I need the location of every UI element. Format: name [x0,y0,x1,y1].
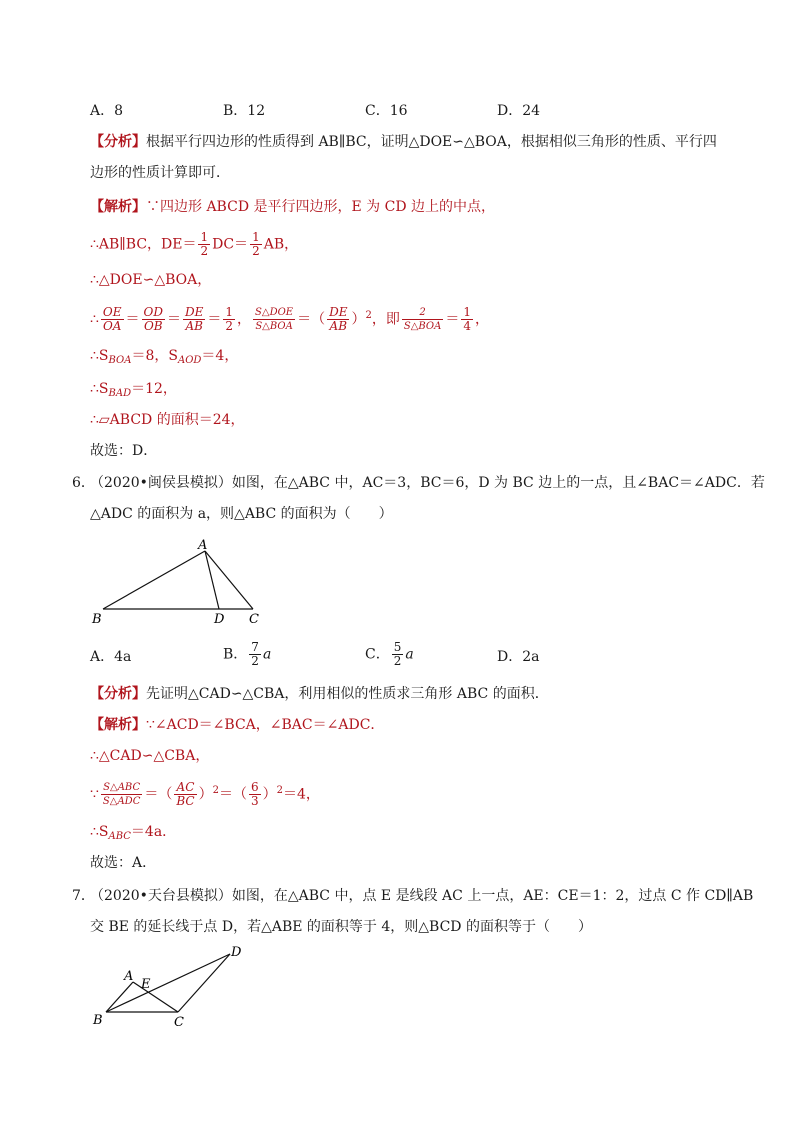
numerator: 1 [252,230,260,244]
denominator: OA [102,319,122,334]
text-segment: ＝4a． [130,824,177,840]
variable: a [405,646,414,663]
paren-open: （ [311,311,326,328]
denominator: 4 [463,319,471,334]
square-exponent: 2 [365,310,372,321]
q6-number: 6． [72,475,95,491]
numerator: S△ABC [101,781,142,795]
q5-option-b: B．12 [223,103,266,119]
denominator: S△BOA [255,321,293,333]
text-segment: ＝（ [218,786,247,803]
q6-solution-line-2: ∴△CAD∽△CBA， [90,748,210,764]
solution-text: ∵∠ACD＝∠BCA，∠BAC＝∠ADC． [146,717,385,733]
fraction-area-ratio [101,781,142,808]
solution-text: ∵四边形 ABCD 是平行四边形，E 为 CD 边上的中点， [146,199,496,215]
text-segment: ＝12， [131,381,177,397]
equals: ＝ [125,311,140,328]
q5-analysis-line-2: 边形的性质计算即可． [90,165,230,181]
numerator: S△DOE [255,307,294,319]
numerator: 7 [251,640,259,654]
text-segment: ∴S [90,348,109,364]
segment-ac [133,982,178,1012]
denominator: OB [143,319,163,334]
numerator: DE [185,305,204,320]
segment-ba [106,982,133,1012]
denominator: BC [176,794,195,809]
fraction-one-half [223,306,235,333]
vertex-label-a: A [124,969,134,984]
fraction-half [198,231,210,258]
q5-option-d: D．24 [497,103,541,119]
fraction-six-thirds [249,781,261,808]
text-segment: ∴AB∥BC，DE＝ [90,236,197,253]
equals: ＝ [445,311,460,328]
paren-close: ） [351,311,366,328]
q6-solution-line-4 [90,822,176,847]
denominator: AB [329,319,348,334]
q6-triangle-figure [88,535,273,630]
text-segment: DC＝ [212,236,249,253]
analysis-tag: 【分析】 [90,134,146,150]
text-segment: ＝（ [144,786,173,803]
fraction-two-over-sboa [402,306,444,333]
solution-tag: 【解析】 [90,717,146,733]
text-segment: AB， [263,236,299,253]
denominator: 2 [225,319,234,334]
denominator: 2 [252,244,260,258]
q5-solution-line-6 [90,379,177,404]
q5-solution-line-1 [90,197,495,217]
text-segment: ＝4， [201,348,239,364]
text-segment: ，即 [371,311,400,328]
equals: ＝ [297,311,312,328]
q5-analysis-line-1 [90,132,717,152]
q6-stem-line-1: （2020•闽侯县模拟）如图，在△ABC 中，AC＝3，BC＝6，D 为 BC 边上的一点，且∠BAC＝∠ADC．若 [90,475,765,491]
equals: ＝ [207,311,222,328]
numerator: 6 [250,780,259,795]
denominator: 3 [250,794,259,809]
q5-answer: 故选：D． [90,443,158,459]
solution-tag: 【解析】 [90,199,146,215]
vertex-label-b: B [93,1013,103,1028]
text-segment: ） [262,786,277,803]
fraction-area-ratio [253,306,295,333]
analysis-text: 根据平行四边形的性质得到 AB∥BC，证明△DOE∽△BOA，根据相似三角形的性质、平行四 [146,134,717,150]
denominator: AB [185,319,203,334]
text-segment: ∴S [90,824,109,840]
option-letter: B． [223,646,248,663]
subscript: BAD [108,388,132,399]
segment-cd [178,954,230,1012]
q6-solution-line-3: ∵ $\frac{\text{S△ABC}}{\text{S△ADC}}$ ＝（ $\frac{AC}{BC}$ ）$^2$＝（ $\frac{6}{3}$ ）$^2$＝4， [90,780,320,809]
numerator: 5 [393,640,402,654]
q5-option-a: A．8 [90,103,124,119]
q5-solution-line-4: ∴ $\frac{OE}{OA}$ ＝ $\frac{OD}{OB}$ ＝ $\frac{DE}{AB}$ ＝ $\frac{1}{2}$ ， $\frac{\text{S△DOE}}{\text{S△BOA}}$ ＝（ $\frac{DE}{AB}$ ）$^2$，即 $\frac{2}{\text{S△BOA}}$ ＝ $\frac{1}{4}$ ， [90,305,489,334]
vertex-label-d: D [214,612,225,627]
subscript: ABC [108,831,131,842]
equals: ＝ [167,311,181,328]
q6-answer: 故选：A． [90,855,157,871]
q6-solution-line-1 [90,715,384,735]
q6-option-b [223,641,271,668]
vertex-label-c: C [174,1015,184,1030]
analysis-text: 先证明△CAD∽△CBA，利用相似的性质求三角形 ABC 的面积． [146,686,549,702]
fraction-five-halves [392,641,404,668]
square-exponent: 2 [276,785,283,796]
q5-solution-line-5 [90,346,238,371]
fraction-quarter [461,306,473,333]
text-segment: ＝8，S [131,348,178,364]
fraction-od-ob [142,306,165,333]
q7-stem-line-1: （2020•天台县模拟）如图，在△ABC 中，点 E 是线段 AC 上一点，AE：CE＝1：2，过点 C 作 CD∥AB [90,888,754,904]
point-label-e: E [141,977,151,992]
denominator: S△BOA [403,321,442,333]
numerator: OE [102,305,122,320]
numerator: 2 [402,306,444,320]
q7-number: 7． [72,888,95,904]
subscript: BOA [108,355,132,366]
variable: a [262,646,272,663]
therefore-symbol: ∴ [90,311,99,328]
numerator: 1 [200,230,209,244]
fraction-half [250,231,262,258]
option-letter: C． [365,646,390,663]
denominator: 2 [393,654,402,668]
text-segment: ＝4， [282,786,320,803]
fraction-de-ab [327,306,349,333]
vertex-label-d: D [231,945,242,960]
numerator: OD [143,305,163,320]
q5-option-c: C．16 [365,103,408,119]
fraction-ac-bc [174,781,196,808]
numerator: DE [329,305,348,320]
numerator: 1 [463,305,471,320]
q5-solution-line-2 [90,231,298,258]
fraction-oe-oa [101,306,124,333]
q6-option-a: A．4a [90,649,132,665]
q6-stem-line-2: △ADC 的面积为 a，则△ABC 的面积为（ ） [90,506,393,522]
q6-analysis [90,684,549,704]
q5-solution-line-7: ∴▱ABCD 的面积＝24， [90,412,245,428]
fraction-de-ab [183,306,205,333]
segment-ba [103,551,205,609]
denominator: 2 [200,244,209,258]
q7-figure [88,940,258,1035]
q6-option-c [365,641,414,668]
denominator: 2 [251,654,259,668]
numerator: AC [174,781,196,795]
denominator: S△ADC [102,796,141,808]
analysis-tag: 【分析】 [90,686,146,702]
q6-option-d: D．2a [497,649,540,665]
subscript: AOD [177,355,202,366]
vertex-label-b: B [92,612,102,627]
numerator: 1 [225,305,234,320]
q7-stem-line-2: 交 BE 的延长线于点 D，若△ABE 的面积等于 4，则△BCD 的面积等于（ ） [90,919,592,935]
vertex-label-a: A [198,538,208,553]
vertex-label-c: C [249,612,259,627]
square-exponent: 2 [212,785,219,796]
text-segment: ， [475,311,489,328]
fraction-seven-halves [249,641,261,668]
text-segment: ∴S [90,381,109,397]
q5-solution-line-3: ∴△DOE∽△BOA， [90,272,212,288]
text-segment: ） [198,786,213,803]
